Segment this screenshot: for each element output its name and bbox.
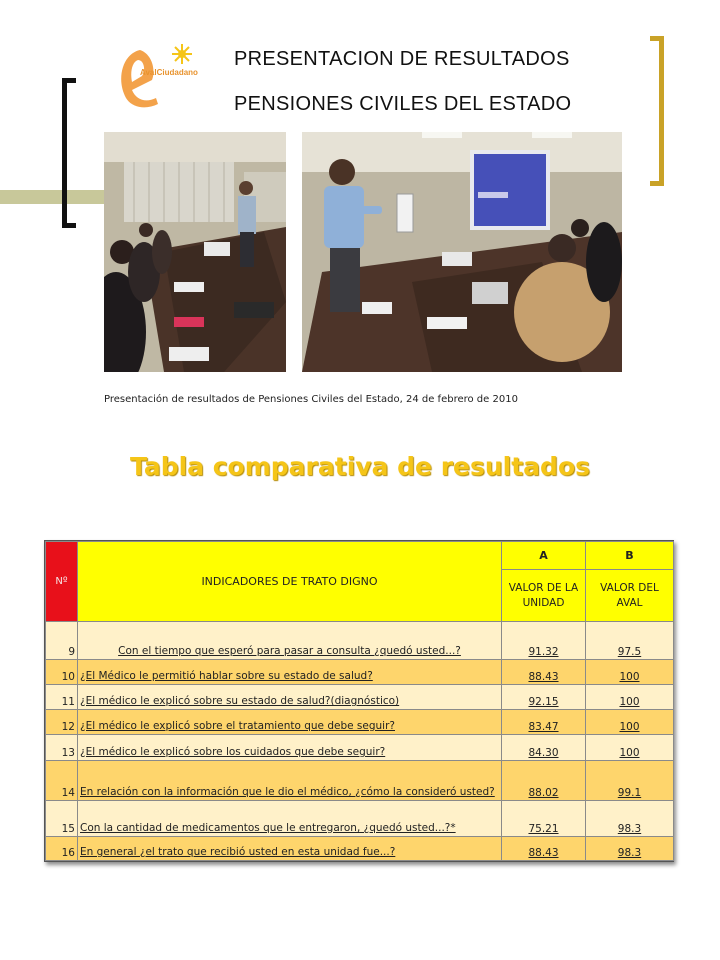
row-value-a: 75.21	[502, 801, 586, 837]
row-indicator: Con la cantidad de medicamentos que le entregaron, ¿quedó usted...?*	[78, 801, 502, 837]
row-indicator: En general ¿el trato que recibió usted en esta unidad fue...?	[78, 837, 502, 861]
logo-brand-text: AvalCiudadano	[140, 68, 198, 77]
header-indicators: INDICADORES DE TRATO DIGNO	[78, 542, 502, 622]
decorative-bracket-left	[62, 78, 76, 228]
table-row	[46, 735, 674, 761]
row-value-b: 98.3	[586, 801, 674, 837]
row-number: 9	[46, 622, 78, 660]
row-number: 14	[46, 761, 78, 801]
header-col-a-sub: VALOR DE LA UNIDAD	[502, 570, 586, 622]
table-row	[46, 837, 674, 861]
header-number: Nº	[46, 542, 78, 622]
table-row	[46, 710, 674, 735]
row-indicator: Con el tiempo que esperó para pasar a consulta ¿quedó usted...?	[78, 622, 502, 660]
row-value-a: 88.02	[502, 761, 586, 801]
results-table-container	[44, 540, 674, 862]
row-value-b: 99.1	[586, 761, 674, 801]
header-col-a: A	[502, 542, 586, 570]
row-number: 13	[46, 735, 78, 761]
table-row	[46, 685, 674, 710]
row-number: 12	[46, 710, 78, 735]
row-value-b: 100	[586, 685, 674, 710]
row-value-b: 97.5	[586, 622, 674, 660]
table-row	[46, 622, 674, 660]
row-value-a: 88.43	[502, 837, 586, 861]
row-indicator: ¿El Médico le permitió hablar sobre su estado de salud?	[78, 660, 502, 685]
row-value-b: 100	[586, 660, 674, 685]
row-number: 10	[46, 660, 78, 685]
header-col-b: B	[586, 542, 674, 570]
row-value-a: 92.15	[502, 685, 586, 710]
table-title: Tabla comparativa de resultados	[130, 452, 590, 481]
row-value-b: 100	[586, 710, 674, 735]
header-title-line-1: PRESENTACION DE RESULTADOS	[234, 48, 570, 70]
meeting-photo-right	[302, 132, 622, 372]
row-number: 11	[46, 685, 78, 710]
row-indicator: ¿El médico le explicó sobre el tratamiento que debe seguir?	[78, 710, 502, 735]
meeting-photo-left	[104, 132, 286, 372]
row-value-a: 91.32	[502, 622, 586, 660]
row-indicator: ¿El médico le explicó sobre los cuidados que debe seguir?	[78, 735, 502, 761]
row-number: 16	[46, 837, 78, 861]
row-indicator: ¿El médico le explicó sobre su estado de salud?(diagnóstico)	[78, 685, 502, 710]
table-row	[46, 761, 674, 801]
table-row	[46, 801, 674, 837]
decorative-bracket-right	[650, 36, 664, 186]
row-indicator: En relación con la información que le dio el médico, ¿cómo la consideró usted?	[78, 761, 502, 801]
row-number: 15	[46, 801, 78, 837]
results-table	[45, 541, 674, 861]
row-value-b: 98.3	[586, 837, 674, 861]
row-value-a: 84.30	[502, 735, 586, 761]
row-value-a: 83.47	[502, 710, 586, 735]
table-row	[46, 660, 674, 685]
row-value-b: 100	[586, 735, 674, 761]
header-title-line-2: PENSIONES CIVILES DEL ESTADO	[234, 93, 572, 115]
header-col-b-sub: VALOR DEL AVAL	[586, 570, 674, 622]
photo-caption: Presentación de resultados de Pensiones Civiles del Estado, 24 de febrero de 2010	[104, 394, 518, 405]
row-value-a: 88.43	[502, 660, 586, 685]
